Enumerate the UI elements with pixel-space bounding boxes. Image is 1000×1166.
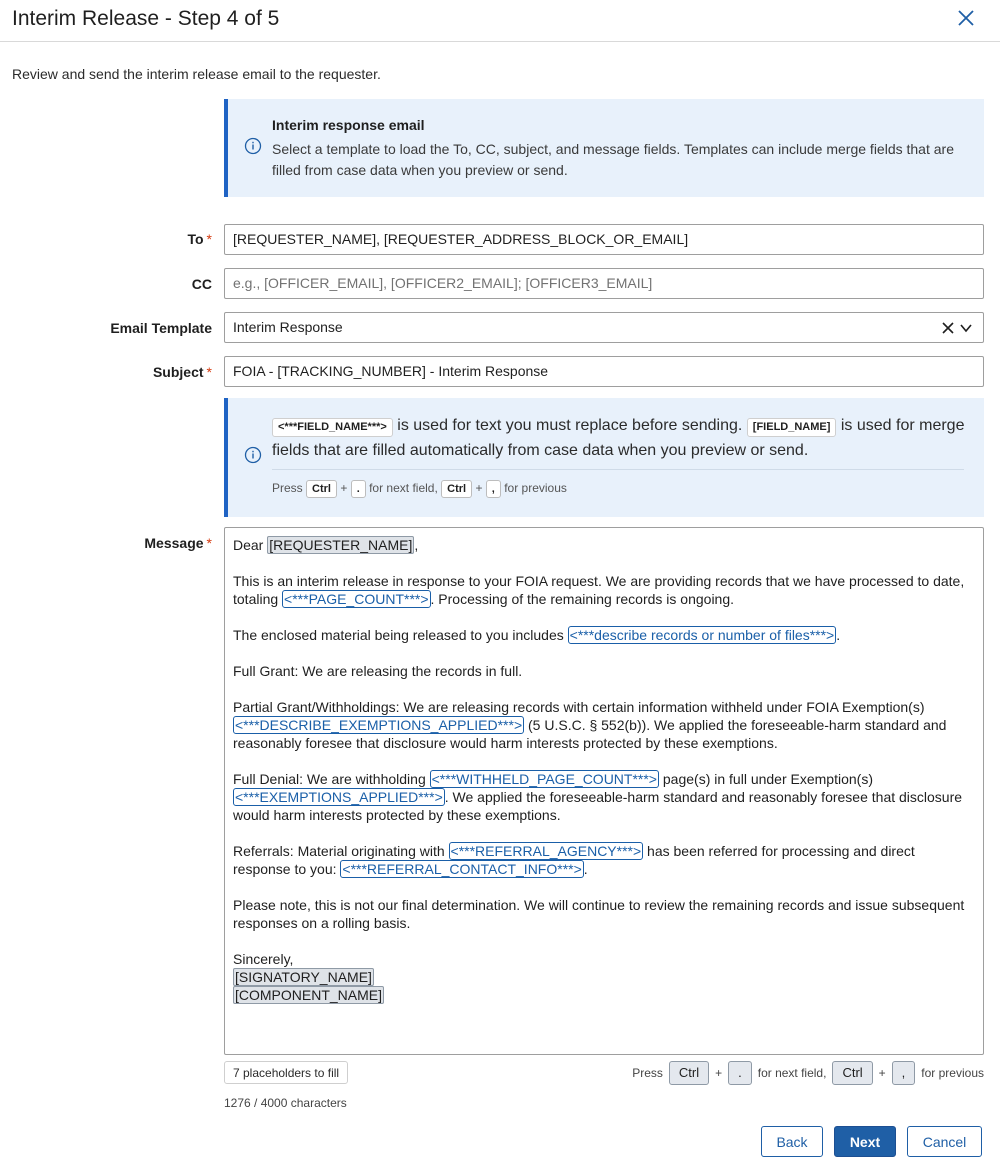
message-paragraph: Please note, this is not our final determination. We will continue to review the remaining records and issue subsequent responses on a rolling basis. — [233, 897, 965, 931]
placeholder-field[interactable]: <***PAGE_COUNT***> — [284, 591, 429, 607]
placeholder-token-example: <***FIELD_NAME***> — [272, 418, 393, 437]
ctrl-key: Ctrl — [832, 1061, 872, 1085]
email-template-value: Interim Response — [233, 319, 343, 335]
info-icon — [244, 137, 262, 155]
divider — [272, 469, 964, 470]
ctrl-key: Ctrl — [306, 480, 337, 498]
to-field[interactable]: [REQUESTER_NAME], [REQUESTER_ADDRESS_BLOCK_OR_EMAIL] — [224, 224, 984, 255]
merge-field[interactable]: [REQUESTER_NAME] — [269, 537, 413, 553]
placeholders-count-badge: 7 placeholders to fill — [224, 1061, 348, 1084]
message-signoff: Sincerely, [SIGNATORY_NAME] [COMPONENT_NAME] — [233, 951, 383, 1003]
info-body: Select a template to load the To, CC, subject, and message fields. Templates can include merge fields that are filled from case data when you preview or send. — [272, 141, 954, 178]
message-paragraph: Referrals: Material originating with <***REFERRAL_AGENCY***> has been referred for processing and direct response to you: <***REFERRAL_CONTACT_INFO***> . — [233, 843, 915, 877]
cancel-button[interactable]: Cancel — [907, 1126, 982, 1157]
subject-field[interactable]: FOIA - [TRACKING_NUMBER] - Interim Response — [224, 356, 984, 387]
placeholder-field[interactable]: <***WITHHELD_PAGE_COUNT***> — [431, 771, 657, 787]
message-paragraph: Partial Grant/Withholdings: We are releasing records with certain information withheld under FOIA Exemption(s) <***DESCRIBE_EXEMPTIONS_APPLIED***> (5 U.S.C. § 552(b)). We applied the foreseeable-harm standard and reasonably foresee that disclosure would harm interests protected by these exemptions. — [233, 699, 947, 751]
next-button[interactable]: Next — [834, 1126, 896, 1157]
intro-text: Review and send the interim release email to the requester. — [12, 66, 381, 82]
info-heading: Interim response email — [272, 117, 425, 133]
message-label: Message * — [144, 535, 212, 551]
placeholder-field[interactable]: <***describe records or number of files***> — [569, 627, 835, 643]
keyboard-hint-footer: Press Ctrl + . for next field, Ctrl + , for previous — [632, 1061, 984, 1085]
message-paragraph: This is an interim release in response to your FOIA request. We are providing records that we have processed to date, totaling <***PAGE_COUNT***> . Processing of the remaining records is ongoing. — [233, 573, 965, 607]
info-icon — [244, 446, 262, 464]
message-paragraph: Full Denial: We are withholding <***WITHHELD_PAGE_COUNT***> page(s) in full under Exemption(s) <***EXEMPTIONS_APPLIED***> . We applied the foreseeable-harm standard and reasonably foresee that disclosure would harm interests protected by these exemptions. — [233, 771, 963, 823]
email-template-label: Email Template — [110, 320, 212, 336]
dialog-title: Interim Release - Step 4 of 5 — [12, 7, 280, 30]
back-button[interactable]: Back — [761, 1126, 823, 1157]
legend-text: <***FIELD_NAME***> is used for text you must replace before sending. [FIELD_NAME] is used for merge fields that are filled automatically from case data when you preview or send. — [272, 417, 965, 459]
merge-field[interactable]: [SIGNATORY_NAME] — [235, 969, 372, 985]
comma-key: , — [892, 1061, 916, 1085]
merge-field[interactable]: [COMPONENT_NAME] — [235, 987, 383, 1003]
message-editor[interactable] — [224, 527, 984, 1055]
placeholder-field[interactable]: <***REFERRAL_CONTACT_INFO***> — [342, 861, 582, 877]
comma-key: , — [486, 480, 501, 498]
character-count: 1276 / 4000 characters — [224, 1096, 347, 1110]
ctrl-key: Ctrl — [669, 1061, 709, 1085]
email-template-select[interactable] — [224, 312, 984, 343]
clear-icon[interactable] — [941, 321, 955, 335]
message-greeting: Dear [REQUESTER_NAME] , — [233, 537, 419, 553]
keyboard-hint: Press Ctrl + . for next field, Ctrl + , for previous — [272, 480, 567, 498]
period-key: . — [351, 480, 366, 498]
to-label: To * — [187, 231, 212, 247]
placeholder-field[interactable]: <***REFERRAL_AGENCY***> — [450, 843, 642, 859]
message-paragraph: Full Grant: We are releasing the records in full. — [233, 663, 523, 679]
merge-token-example: [FIELD_NAME] — [747, 418, 837, 437]
dialog-header — [0, 0, 1000, 42]
subject-label: Subject * — [152, 364, 212, 380]
required-marker: * — [206, 231, 212, 247]
close-icon[interactable] — [956, 8, 976, 28]
info-callout-legend — [224, 398, 984, 517]
ctrl-key: Ctrl — [441, 480, 472, 498]
message-paragraph: The enclosed material being released to you includes <***describe records or number of files***> . — [233, 627, 841, 643]
required-marker: * — [206, 535, 212, 551]
info-callout-template — [224, 99, 984, 197]
chevron-down-icon[interactable] — [959, 321, 973, 335]
placeholder-field[interactable]: <***DESCRIBE_EXEMPTIONS_APPLIED***> — [235, 717, 523, 733]
placeholder-field[interactable]: <***EXEMPTIONS_APPLIED***> — [235, 789, 443, 805]
required-marker: * — [206, 364, 212, 380]
cc-label: CC — [191, 276, 212, 292]
cc-field[interactable]: e.g., [OFFICER_EMAIL], [OFFICER2_EMAIL]; [OFFICER3_EMAIL] — [224, 268, 984, 299]
period-key: . — [728, 1061, 752, 1085]
